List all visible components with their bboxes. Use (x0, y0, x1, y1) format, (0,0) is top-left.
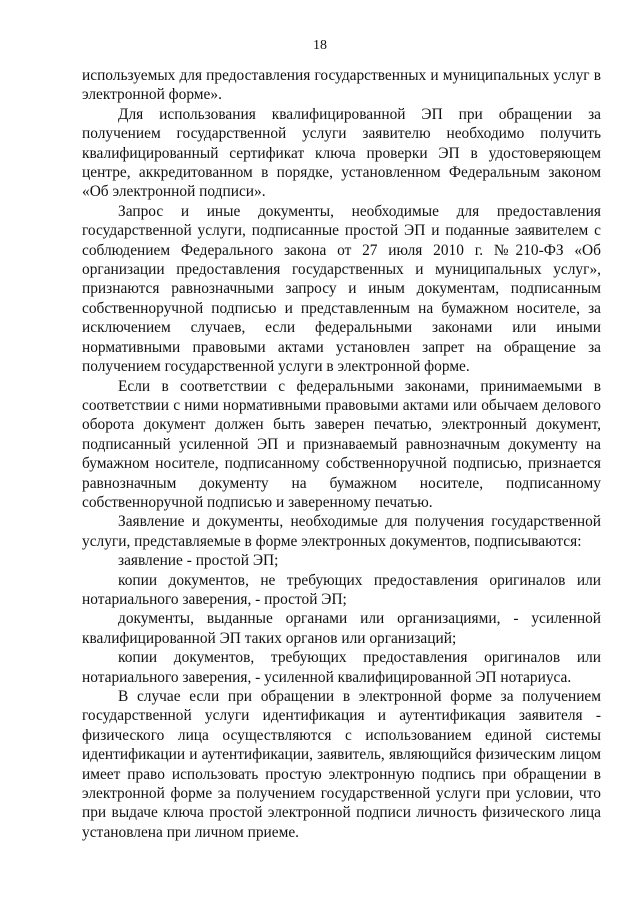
list-item-copies-no-originals: копии документов, не требующих предоставления оригиналов или нотариального заверения, - простой ЭП; (82, 571, 601, 608)
paragraph-seal-requirement: Если в соответствии с федеральными законами, принимаемыми в соответствии с ними нормативными правовыми актами или обычаем делового оборота документ должен быть заверен печатью, электронный документ, подписанный усиленной ЭП и признаваемый равнозначным документу на бумажном носителе, подписанному собственноручной подписью, признается равнозначным документу на бумажном носителе, подписанному собственноручной подписью и заверенному печатью. (82, 377, 601, 511)
paragraph-unified-identification: В случае если при обращении в электронной форме за получением государственной услуги идентификация и аутентификация заявителя - физического лица осуществляются с использованием единой системы идентификации и аутентификации, заявитель, являющийся физическим лицом имеет право использовать простую электронную подпись при обращении в электронной форме за получением государственной услуги при условии, что при выдаче ключа простой электронной подписи личность физического лица установлена при личном приеме. (82, 688, 601, 841)
list-item-copies-with-originals: копии документов, требующих предоставления оригиналов или нотариального заверения, - усиленной квалифицированной ЭП нотариуса. (82, 649, 601, 686)
paragraph-continuation: используемых для предоставления государственных и муниципальных услуг в электронной форме». (82, 67, 601, 104)
paragraph-qualified-signature: Для использования квалифицированной ЭП при обращении за получением государственной услуги заявителю необходимо получить квалифицированный сертификат ключа проверки ЭП в удостоверяющем центре, аккредитованном в порядке, установленном Федеральным законом «Об электронной подписи». (82, 105, 601, 201)
paragraph-simple-signature-equivalence: Запрос и иные документы, необходимые для предоставления государственной услуги, подписанные простой ЭП и поданные заявителем с соблюдением Федерального закона от 27 июля 2010 г. №210-ФЗ «Об организации предоставления государственных и муниципальных услуг», признаются равнозначными запросу и иным документам, подписанным собственноручной подписью и представленным на бумажном носителе, за исключением случаев, если федеральными законами или иными нормативными правовыми актами установлен запрет на обращение за получением государственной услуги в электронной форме. (82, 202, 601, 376)
list-item-issued-documents: документы, выданные органами или организациями, - усиленной квалифицированной ЭП таких органов или организаций; (82, 610, 601, 647)
page-number: 18 (313, 38, 327, 53)
document-body (82, 66, 601, 842)
list-item-application: заявление - простой ЭП; (118, 552, 279, 570)
paragraph-signing-intro: Заявление и документы, необходимые для получения государственной услуги, представляемые в форме электронных документов, подписываются: (82, 513, 601, 550)
